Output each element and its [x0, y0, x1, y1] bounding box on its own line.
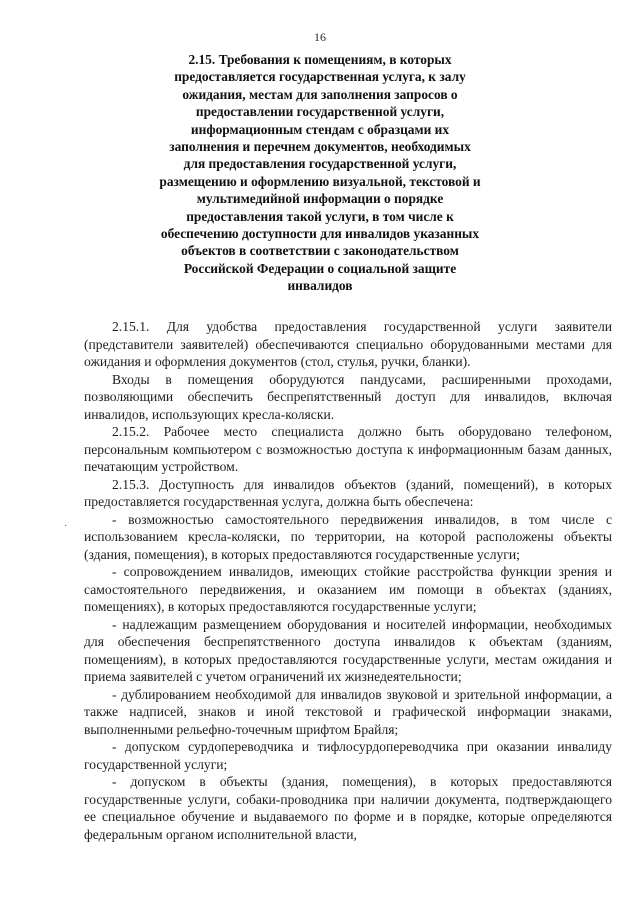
heading-line: обеспечению доступности для инвалидов указанных [160, 226, 480, 242]
list-item: - надлежащим размещением оборудования и носителей информации, необходимых для обеспечения беспрепятственного доступа инвалидов к объектам (зданиям, помещениям), в которых предоставляются государственные услуги, местам ожидания и приема заявителей с учетом ограничений их жизнедеятельности; [84, 616, 612, 684]
heading-line: для предоставления государственной услуги, [183, 156, 457, 172]
heading-line: предоставляется государственная услуга, к залу [174, 69, 466, 85]
heading-line: объектов в соответствии с законодательством [181, 243, 459, 259]
list-item: - допуском сурдопереводчика и тифлосурдопереводчика при оказании инвалиду государственной услуги; [84, 739, 612, 772]
heading-line: предоставления такой услуги, в том числе к [186, 208, 454, 224]
paragraph-2-15-2: 2.15.2. Рабочее место специалиста должно быть оборудовано телефоном, персональным компьютером с возможностью доступа к информационным базам данных, печатающим устройством. [84, 424, 612, 474]
heading-line: Российской Федерации о социальной защите [183, 260, 457, 276]
heading-line: заполнения и перечнем документов, необходимых [169, 139, 471, 155]
list-item: - возможностью самостоятельного передвижения инвалидов, в том числе с использованием кресла-коляски, по территории, на которой расположены объекты (здания, помещения), в которых предоставляются государственные услуги; [84, 511, 612, 562]
scan-mark: · [64, 521, 68, 532]
body-text [84, 318, 612, 843]
heading-line: информационным стендам с образцами их [190, 121, 450, 137]
list-item: - сопровождением инвалидов, имеющих стойкие расстройства функции зрения и самостоятельного передвижения, и оказанием им помощи в объектах (зданиях, помещениях), в которых предоставляются государственные услуги; [84, 564, 612, 614]
heading-line: 2.15. Требования к помещениям, в которых [188, 52, 452, 67]
heading-line: размещению и оформлению визуальной, текстовой и [159, 173, 481, 189]
list-item: - допуском в объекты (здания, помещения), в которых предоставляются государственные услуги, собаки-проводника при наличии документа, подтверждающего ее специальное обучение и выдаваемого по форме и в порядке, которые определяются федеральным органом исполнительной власти, [84, 774, 612, 842]
heading-line: предоставлении государственной услуги, [195, 104, 445, 120]
page-number: 16 [314, 30, 326, 44]
section-heading [110, 51, 530, 295]
paragraph-2-15-3: 2.15.3. Доступность для инвалидов объектов (зданий, помещений), в которых предоставляется государственная услуга, должна быть обеспечена: [84, 476, 612, 509]
heading-line: мультимедийной информации о порядке [196, 191, 444, 207]
paragraph-entrances: Входы в помещения оборудуются пандусами, расширенными проходами, позволяющими обеспечить беспрепятственный доступ для инвалидов, включая инвалидов, использующих кресла-коляски. [84, 371, 612, 422]
paragraph-2-15-1: 2.15.1. Для удобства предоставления государственной услуги заявители (представители заявителей) обеспечиваются специально оборудованными местами для ожидания и оформления документов (стол, стулья, ручки, бланки). [84, 319, 612, 369]
heading-line: ожидания, местам для заполнения запросов о [182, 86, 458, 102]
heading-line: инвалидов [287, 278, 353, 294]
list-item: - дублированием необходимой для инвалидов звуковой и зрительной информации, а также надписей, знаков и иной текстовой и графической информации знаками, выполненными рельефно-точечным шрифтом Брайля; [84, 686, 612, 737]
